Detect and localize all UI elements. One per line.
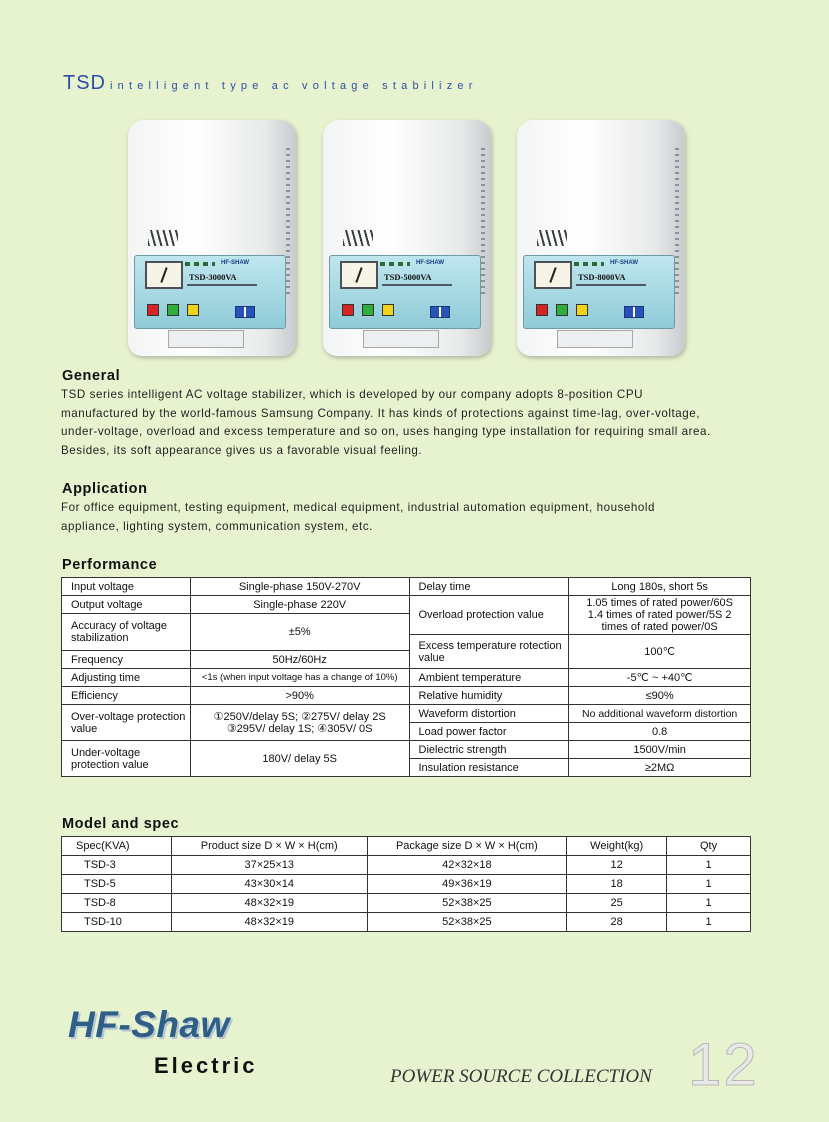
table-cell: 28 (567, 913, 667, 932)
table-cell: 1 (667, 913, 751, 932)
perf-label: Insulation resistance (409, 759, 569, 777)
product-model: TSD-8000VA (578, 272, 626, 282)
page-number: 12 (688, 1031, 759, 1098)
title-rest: intelligent type ac voltage stabilizer (110, 80, 478, 92)
table-cell: 43×30×14 (171, 875, 367, 894)
perf-value: Single-phase 150V-270V (190, 578, 409, 596)
application-line: appliance, lighting system, communication system, etc. (61, 519, 373, 533)
product-image-3 (517, 120, 687, 360)
table-cell: 48×32×19 (171, 913, 367, 932)
model-spec-heading: Model and spec (62, 816, 180, 832)
perf-value: No additional waveform distortion (569, 705, 751, 723)
application-paragraph (61, 499, 753, 536)
perf-label: Adjusting time (62, 669, 191, 687)
perf-label: Load power factor (409, 723, 569, 741)
perf-label: Ambient temperature (409, 669, 569, 687)
perf-label: Efficiency (62, 687, 191, 705)
table-row (62, 669, 751, 687)
perf-value: 100℃ (569, 635, 751, 669)
general-line: manufactured by the world-famous Samsung Company. It has kinds of protections against time-lag, over-voltage, (61, 406, 701, 420)
performance-heading: Performance (62, 557, 158, 573)
general-line: TSD series intelligent AC voltage stabilizer, which is developed by our company adopts 8-position CPU (61, 388, 644, 401)
table-cell: TSD-8 (62, 894, 172, 913)
title-prefix: TSD (63, 72, 106, 94)
general-heading: General (62, 368, 121, 384)
performance-table (61, 577, 751, 777)
table-row (62, 741, 751, 759)
perf-label: Relative humidity (409, 687, 569, 705)
perf-label: Accuracy of voltage stabilization (62, 614, 191, 651)
perf-value: 1500V/min (569, 741, 751, 759)
perf-value: ①250V/delay 5S; ②275V/ delay 2S ③295V/ delay 1S; ④305V/ 0S (190, 705, 409, 741)
perf-value: >90% (190, 687, 409, 705)
product-image-2 (323, 120, 493, 360)
perf-label: Delay time (409, 578, 569, 596)
column-header: Qty (667, 837, 751, 856)
table-cell: TSD-10 (62, 913, 172, 932)
product-model: TSD-3000VA (189, 272, 237, 282)
table-row (62, 578, 751, 596)
perf-value: ±5% (190, 614, 409, 651)
table-header-row (62, 837, 751, 856)
table-cell: 48×32×19 (171, 894, 367, 913)
perf-label: Input voltage (62, 578, 191, 596)
table-row (62, 894, 751, 913)
perf-label: Output voltage (62, 596, 191, 614)
product-model: TSD-5000VA (384, 272, 432, 282)
general-line: Besides, its soft appearance gives us a favorable visual feeling. (61, 443, 423, 457)
table-row (62, 705, 751, 723)
product-image-1 (128, 120, 298, 360)
table-cell: TSD-5 (62, 875, 172, 894)
perf-label: Under-voltage protection value (62, 741, 191, 777)
perf-label: Overload protection value (409, 596, 569, 635)
table-cell: 18 (567, 875, 667, 894)
table-row (62, 875, 751, 894)
product-brand: HF-SHAW (221, 260, 249, 266)
table-cell: 12 (567, 856, 667, 875)
table-cell: 42×32×18 (367, 856, 567, 875)
column-header: Package size D × W × H(cm) (367, 837, 567, 856)
table-row (62, 687, 751, 705)
table-row (62, 913, 751, 932)
perf-value: ≤90% (569, 687, 751, 705)
perf-value: 50Hz/60Hz (190, 651, 409, 669)
table-cell: 52×38×25 (367, 894, 567, 913)
brand-logo: HF-Shaw (68, 1004, 230, 1045)
table-cell: 49×36×19 (367, 875, 567, 894)
perf-value: Single-phase 220V (190, 596, 409, 614)
general-paragraph (61, 386, 753, 460)
table-cell: 37×25×13 (171, 856, 367, 875)
product-brand: HF-SHAW (416, 260, 444, 266)
table-cell: 52×38×25 (367, 913, 567, 932)
table-cell: 25 (567, 894, 667, 913)
column-header: Product size D × W × H(cm) (171, 837, 367, 856)
perf-label: Waveform distortion (409, 705, 569, 723)
product-brand: HF-SHAW (610, 260, 638, 266)
perf-value: <1s (when input voltage has a change of 10%) (190, 669, 409, 687)
table-cell: 1 (667, 875, 751, 894)
brand-logo-subtitle: Electric (154, 1053, 258, 1078)
perf-value: ≥2MΩ (569, 759, 751, 777)
perf-value: 1.05 times of rated power/60S 1.4 times of rated power/5S 2 times of rated power/0S (569, 596, 751, 635)
column-header: Weight(kg) (567, 837, 667, 856)
table-row (62, 856, 751, 875)
column-header: Spec(KVA) (62, 837, 172, 856)
perf-label: Dielectric strength (409, 741, 569, 759)
collection-label: POWER SOURCE COLLECTION (390, 1066, 652, 1087)
perf-value: 180V/ delay 5S (190, 741, 409, 777)
page-title (63, 72, 478, 95)
general-line: under-voltage, overload and excess temperature and so on, uses hanging type installation for requiring small area. (61, 425, 711, 438)
table-cell: 1 (667, 894, 751, 913)
perf-value: -5℃ ~ +40℃ (569, 669, 751, 687)
perf-label: Frequency (62, 651, 191, 669)
perf-label: Over-voltage protection value (62, 705, 191, 741)
table-row (62, 596, 751, 614)
table-cell: 1 (667, 856, 751, 875)
table-cell: TSD-3 (62, 856, 172, 875)
model-spec-table (61, 836, 751, 932)
application-line: For office equipment, testing equipment, medical equipment, industrial automation equipment, household (61, 501, 656, 514)
perf-value: Long 180s, short 5s (569, 578, 751, 596)
perf-value: 0.8 (569, 723, 751, 741)
application-heading: Application (62, 481, 148, 497)
perf-label: Excess temperature rotection value (409, 635, 569, 669)
